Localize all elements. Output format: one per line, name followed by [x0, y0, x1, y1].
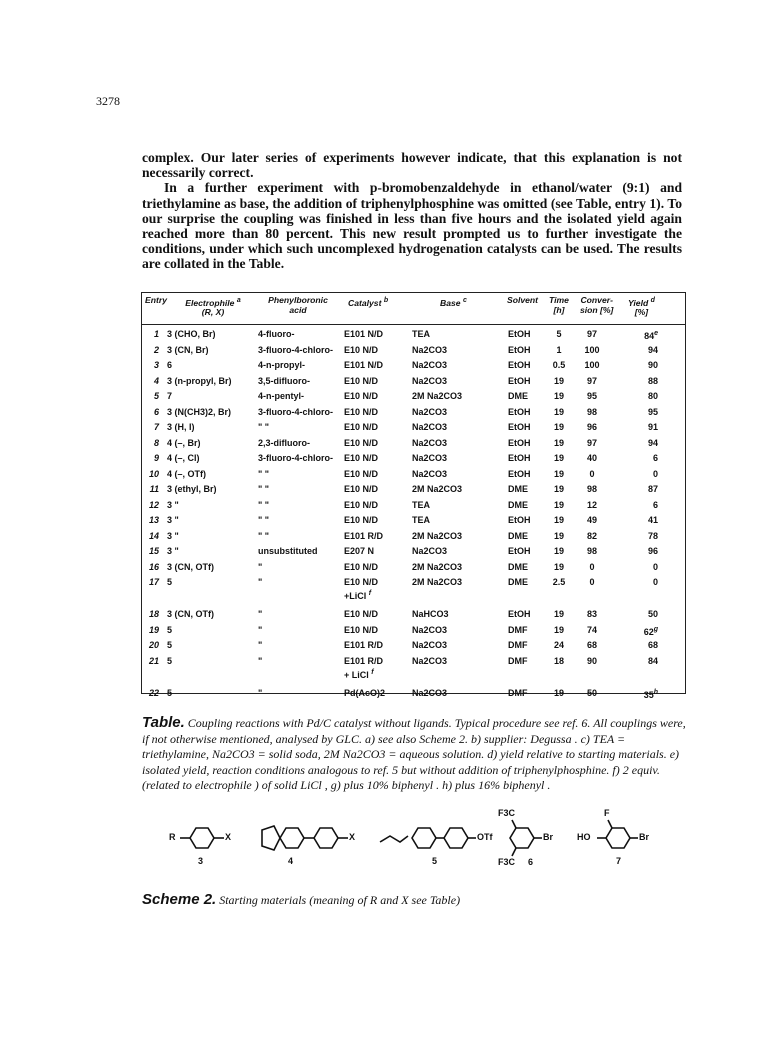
yield-footnote: h	[653, 688, 658, 696]
cell-conversion: 98	[586, 484, 597, 494]
cell-yield: 62$^g$	[643, 625, 658, 637]
cell-time: 19	[553, 375, 564, 386]
cell-solvent: DME	[508, 577, 528, 587]
table-row	[142, 437, 685, 453]
cell-time: 19	[553, 609, 564, 619]
cell-electrophile: 3 (CN, Br)	[167, 344, 209, 355]
cell-electrophile: 4 (–, Br)	[167, 437, 201, 448]
cell-entry: 6	[153, 406, 159, 417]
cell-base: TEA	[412, 329, 430, 339]
cell-conversion: 98	[586, 406, 597, 417]
cell-conversion: 40	[586, 453, 597, 463]
table-row	[142, 406, 685, 422]
table-caption	[142, 715, 687, 794]
cell-electrophile: 5	[167, 577, 173, 587]
cell-solvent: EtOH	[508, 468, 531, 479]
cell-yield: 6	[652, 499, 658, 510]
cell-solvent: EtOH	[508, 515, 531, 525]
yield-footnote: g	[653, 625, 658, 633]
header-boronic-acid: Phenylboronic acid	[268, 295, 328, 315]
cell-solvent: EtOH	[508, 329, 531, 339]
table-row	[142, 530, 685, 546]
cell-boronic: "	[258, 687, 263, 698]
cell-time: 1	[556, 344, 562, 355]
cell-base: Na2CO3	[412, 453, 448, 463]
benzene-ring-3	[190, 828, 214, 848]
table-row	[142, 499, 685, 515]
cell-catalyst: E101 R/D	[344, 640, 384, 650]
cell-entry: 8	[153, 437, 159, 448]
cell-entry: 5	[153, 391, 159, 401]
cell-base: 2M Na2CO3	[412, 577, 463, 587]
cell-catalyst: E10 N/D	[344, 499, 379, 510]
cell-entry: 12	[148, 499, 159, 510]
cell-electrophile: 3 "	[167, 530, 179, 541]
cell-conversion: 97	[586, 437, 597, 448]
cell-solvent: DME	[508, 561, 528, 572]
cell-conversion: 83	[586, 609, 597, 619]
cell-boronic: " "	[258, 422, 270, 432]
cell-conversion: 0	[589, 561, 595, 572]
cell-time: 0.5	[552, 360, 566, 370]
cell-electrophile: 3 (CHO, Br)	[167, 329, 216, 339]
cell-solvent: EtOH	[508, 609, 531, 619]
body-text	[142, 150, 682, 272]
benzene-ring-5	[444, 828, 468, 848]
cell-boronic: 3-fluoro-4-chloro-	[258, 406, 333, 417]
cell-solvent: DME	[508, 530, 528, 541]
cell-base: Na2CO3	[412, 640, 448, 650]
cell-yield: 50	[647, 609, 658, 619]
cell-entry: 15	[148, 546, 159, 556]
cell-base: TEA	[412, 515, 430, 525]
cell-boronic: " "	[258, 530, 270, 541]
cell-catalyst: E101 N/D	[344, 360, 384, 370]
compound-number-4: 4	[288, 856, 294, 866]
cell-time: 19	[553, 499, 564, 510]
cell-entry: 3	[153, 360, 159, 370]
cell-time: 19	[553, 561, 564, 572]
cell-catalyst: E10 N/D	[344, 406, 379, 417]
cell-solvent: DMF	[508, 687, 528, 698]
cell-solvent: DME	[508, 391, 528, 401]
cell-conversion: 82	[586, 530, 597, 541]
table-row	[142, 483, 685, 499]
mol7-ho-label: HO	[577, 832, 591, 842]
cell-entry: 2	[153, 344, 159, 355]
cell-conversion: 98	[586, 546, 597, 556]
yield-footnote: e	[654, 330, 658, 337]
benzene-ring-4	[314, 828, 338, 848]
cell-time: 2.5	[552, 577, 566, 587]
cell-boronic: " "	[258, 515, 270, 525]
cell-catalyst: E10 N/D	[344, 453, 379, 463]
cell-time: 19	[553, 484, 564, 494]
cell-conversion: 12	[586, 499, 597, 510]
cell-boronic: "	[258, 655, 263, 666]
cell-time: 19	[553, 437, 564, 448]
cell-entry: 4	[153, 375, 159, 386]
table-row	[142, 452, 685, 468]
cell-conversion: 100	[584, 344, 600, 355]
cell-electrophile: 3 "	[167, 515, 179, 525]
cell-catalyst: E101 R/D + LiCl $^f$	[344, 655, 384, 680]
header-solvent: Solvent	[507, 295, 539, 305]
cell-conversion: 100	[584, 360, 600, 370]
cell-base: TEA	[412, 499, 430, 510]
cell-boronic: 3,5-difluoro-	[258, 375, 310, 386]
cell-time: 19	[553, 546, 564, 556]
cell-time: 19	[553, 422, 564, 432]
mol7-f-label: F	[604, 808, 610, 818]
cell-yield: 0	[652, 468, 658, 479]
compound-number-5: 5	[432, 856, 438, 866]
cell-time: 19	[553, 687, 564, 698]
cell-boronic: 4-n-pentyl-	[258, 391, 304, 401]
mol6-bottom-cf3-label: F3C	[498, 857, 516, 867]
cell-time: 19	[553, 391, 564, 401]
cell-conversion: 50	[586, 687, 597, 698]
compound-number-6: 6	[528, 857, 534, 867]
cell-boronic: 4-n-propyl-	[258, 360, 305, 370]
cell-yield: 0	[652, 577, 658, 587]
cell-base: Na2CO3	[412, 546, 448, 556]
cell-electrophile: 6	[167, 360, 173, 370]
cell-electrophile: 5	[167, 655, 173, 666]
cell-catalyst: E10 N/D	[344, 391, 379, 401]
cell-base: 2M Na2CO3	[412, 391, 463, 401]
cell-boronic: " "	[258, 499, 270, 510]
cell-yield: 35$^h$	[643, 688, 658, 700]
cell-base: Na2CO3	[412, 375, 448, 386]
cell-electrophile: 3 (N(CH3)2, Br)	[167, 406, 232, 417]
cell-base: 2M Na2CO3	[412, 530, 463, 541]
cell-solvent: EtOH	[508, 360, 531, 370]
cell-electrophile: 5	[167, 687, 173, 698]
cell-solvent: EtOH	[508, 453, 531, 463]
table-caption-text: Coupling reactions with Pd/C catalyst without ligands. Typical procedure see ref. 6. All couplings were, if not otherwise mentioned, analysed by GLC. a) see also Scheme 2. b) supplier: Degussa . c) TEA = triethylamine, Na2CO3 = solid soda, 2M Na2CO3 = aqueous solution. d) yield relative to starting materials. e) isolated yield, reaction conditions analogous to ref. 5 but without addition of triphenylphosphine. f) 2 equiv. (related to electrophile ) of solid LiCl , g) plus 10% biphenyl . h) plus 16% biphenyl .	[142, 716, 686, 793]
cell-conversion: 68	[586, 640, 597, 650]
cell-catalyst: E10 N/D	[344, 609, 379, 619]
table-body	[142, 328, 685, 702]
header-catalyst: Catalyst $^b$	[348, 297, 389, 308]
mol4-x-label: X	[349, 832, 356, 842]
cell-time: 19	[553, 453, 564, 463]
table-row	[142, 390, 685, 406]
cell-conversion: 97	[586, 329, 597, 339]
table-row	[142, 468, 685, 484]
cell-base: Na2CO3	[412, 624, 448, 635]
cell-boronic: " "	[258, 468, 270, 479]
cell-entry: 7	[153, 422, 159, 432]
cell-solvent: DME	[508, 499, 528, 510]
cell-entry: 22	[148, 687, 159, 698]
table-row	[142, 687, 685, 703]
cell-catalyst: E10 N/D	[344, 375, 379, 386]
header-yield: Yield $^d$ [%]	[628, 297, 655, 318]
cell-solvent: DMF	[508, 655, 528, 666]
cell-boronic: "	[258, 624, 263, 635]
table-row	[142, 375, 685, 391]
cell-entry: 19	[148, 624, 159, 635]
cell-base: 2M Na2CO3	[412, 561, 463, 572]
cell-catalyst: E10 N/D	[344, 561, 379, 572]
cell-entry: 20	[148, 640, 159, 650]
header-electrophile: Electrophile $^a$ (R, X)	[185, 297, 241, 318]
cell-yield: 6	[652, 453, 658, 463]
cell-time: 19	[553, 624, 564, 635]
cell-base: Na2CO3	[412, 468, 448, 479]
cell-catalyst: E10 N/D	[344, 344, 379, 355]
results-table	[141, 292, 686, 700]
paragraph-2: In a further experiment with p-bromobenzaldehyde in ethanol/water (9:1) and triethylamine as base, the addition of triphenylphosphine was omitted (see Table, entry 1). To our surprise the coupling was finished in less than five hours and the isolated yield again reached more than 80 percent. This new result prompted us to further investigate the conditions, under which such uncomplexed hydrogenation catalysts can be used. The results are collated in the Table.	[142, 180, 682, 272]
cell-yield: 0	[652, 561, 658, 572]
cell-yield: 90	[647, 360, 658, 370]
cell-time: 19	[553, 530, 564, 541]
cell-entry: 1	[153, 329, 159, 339]
benzene-ring-7	[606, 828, 630, 848]
cell-entry: 21	[148, 655, 159, 666]
cell-conversion: 49	[586, 515, 597, 525]
cell-base: Na2CO3	[412, 344, 448, 355]
table-row	[142, 545, 685, 561]
table-row	[142, 576, 685, 602]
catalyst-additive: +LiCl $^f$	[344, 590, 372, 601]
cell-boronic: "	[258, 561, 263, 572]
table-header	[142, 293, 685, 325]
table-row	[142, 639, 685, 655]
mol5-otf-label: OTf	[477, 832, 493, 842]
cell-entry: 14	[148, 530, 159, 541]
cell-electrophile: 7	[167, 391, 173, 401]
cell-conversion: 0	[589, 468, 595, 479]
cell-boronic: " "	[258, 484, 270, 494]
propyl-chain-5	[380, 836, 408, 842]
cell-base: Na2CO3	[412, 687, 448, 698]
cell-entry: 18	[148, 609, 159, 619]
cell-yield: 78	[647, 530, 658, 541]
cell-base: NaHCO3	[412, 609, 449, 619]
cell-entry: 11	[149, 484, 159, 494]
cell-solvent: DMF	[508, 624, 528, 635]
table-row	[142, 514, 685, 530]
cell-boronic: 3-fluoro-4-chloro-	[258, 344, 333, 355]
table-row	[142, 608, 685, 624]
scheme-caption	[142, 891, 460, 908]
cell-yield: 96	[647, 546, 658, 556]
cell-yield: 88	[647, 375, 658, 386]
cell-boronic: 2,3-difluoro-	[258, 437, 310, 448]
cell-solvent: EtOH	[508, 344, 531, 355]
cell-catalyst: E207 N	[344, 546, 375, 556]
cell-conversion: 97	[586, 375, 597, 386]
cell-boronic: 4-fluoro-	[258, 329, 295, 339]
cell-electrophile: 3 "	[167, 546, 179, 556]
cell-electrophile: 3 (CN, OTf)	[167, 609, 214, 619]
cell-solvent: EtOH	[508, 437, 531, 448]
cell-yield: 84e	[644, 330, 658, 341]
mol3-r-label: R	[169, 832, 176, 842]
cell-base: Na2CO3	[412, 422, 448, 432]
cell-yield: 91	[647, 422, 658, 432]
mol7-br-label: Br	[639, 832, 650, 842]
cell-time: 5	[556, 329, 562, 339]
cell-entry: 9	[153, 453, 159, 463]
cell-conversion: 74	[586, 624, 597, 635]
benzene-ring-6	[510, 828, 534, 848]
cell-entry: 16	[148, 561, 159, 572]
table-row	[142, 421, 685, 437]
cell-base: Na2CO3	[412, 437, 448, 448]
cell-base: 2M Na2CO3	[412, 484, 463, 494]
table-caption-label: Table.	[142, 714, 185, 731]
catalyst-additive: + LiCl $^f$	[344, 668, 374, 680]
cell-yield: 94	[647, 437, 658, 448]
header-time: Time [h]	[549, 295, 569, 315]
cell-catalyst: Pd(AcO)2	[344, 687, 386, 698]
cell-solvent: EtOH	[508, 546, 531, 556]
cell-catalyst: E10 N/D	[344, 468, 379, 479]
cell-electrophile: 3 (H, I)	[167, 422, 195, 432]
cell-time: 24	[553, 640, 564, 650]
scheme-caption-label: Scheme 2.	[142, 891, 217, 908]
header-conversion: Conver- sion [%]	[580, 295, 614, 315]
compound-number-3: 3	[198, 856, 204, 866]
cell-solvent: DMF	[508, 640, 528, 650]
cell-solvent: DME	[508, 484, 528, 494]
cell-catalyst: E10 N/D +LiCl $^f$	[344, 577, 379, 601]
cell-entry: 17	[148, 577, 159, 587]
table-row	[142, 328, 685, 344]
cell-electrophile: 3 "	[167, 499, 179, 510]
cell-catalyst: E101 R/D	[344, 530, 384, 541]
table-row	[142, 561, 685, 577]
cell-time: 18	[553, 655, 564, 666]
cell-base: Na2CO3	[412, 360, 448, 370]
compound-number-7: 7	[616, 856, 622, 866]
cell-catalyst: E10 N/D	[344, 437, 379, 448]
cell-yield: 84	[647, 655, 658, 666]
cell-boronic: unsubstituted	[258, 546, 318, 556]
header-base: Base $^c$	[440, 297, 467, 308]
cell-yield: 87	[647, 484, 658, 494]
cell-conversion: 95	[586, 391, 597, 401]
cell-time: 19	[553, 468, 564, 479]
cell-boronic: 3-fluoro-4-chloro-	[258, 453, 333, 463]
cell-catalyst: E101 N/D	[344, 329, 384, 339]
cell-time: 19	[553, 406, 564, 417]
cell-catalyst: E10 N/D	[344, 484, 379, 494]
cell-conversion: 0	[589, 577, 595, 587]
cell-yield: 95	[647, 406, 658, 417]
cell-boronic: "	[258, 609, 263, 619]
cell-solvent: EtOH	[508, 406, 531, 417]
dioxolane-ring-4	[262, 826, 280, 850]
cyclohexane-ring-4	[280, 828, 304, 848]
cell-base: Na2CO3	[412, 406, 448, 417]
cell-electrophile: 3 (CN, OTf)	[167, 561, 214, 572]
cell-yield: 94	[647, 344, 658, 355]
cell-solvent: EtOH	[508, 422, 531, 432]
cell-catalyst: E10 N/D	[344, 515, 379, 525]
header-entry: Entry	[145, 295, 167, 305]
cell-yield: 41	[647, 515, 658, 525]
cell-base: Na2CO3	[412, 655, 448, 666]
scheme-caption-text: Starting materials (meaning of R and X see Table)	[219, 893, 461, 907]
cell-yield: 68	[647, 640, 658, 650]
mol3-x-label: X	[225, 832, 232, 842]
cell-conversion: 96	[586, 422, 597, 432]
cell-electrophile: 3 (n-propyl, Br)	[167, 375, 232, 386]
table-row	[142, 344, 685, 360]
cell-conversion: 90	[586, 655, 597, 666]
cell-solvent: EtOH	[508, 375, 531, 386]
cell-entry: 13	[148, 515, 159, 525]
table-row	[142, 624, 685, 640]
cell-electrophile: 4 (–, OTf)	[167, 468, 207, 479]
scheme-structures	[150, 800, 670, 880]
cell-electrophile: 5	[167, 624, 173, 635]
cell-boronic: "	[258, 577, 263, 587]
cell-catalyst: E10 N/D	[344, 624, 379, 635]
table-row	[142, 655, 685, 681]
cell-entry: 10	[148, 468, 159, 479]
cell-electrophile: 5	[167, 640, 173, 650]
cell-time: 19	[553, 515, 564, 525]
table-row	[142, 359, 685, 375]
cell-electrophile: 3 (ethyl, Br)	[167, 484, 217, 494]
mol6-br-label: Br	[543, 832, 554, 842]
paragraph-1: complex. Our later series of experiments however indicate, that this explanation is not necessarily correct.	[142, 150, 682, 181]
page-number: 3278	[96, 94, 120, 108]
cell-boronic: "	[258, 640, 263, 650]
cyclohexane-ring-5	[412, 828, 436, 848]
cell-electrophile: 4 (–, Cl)	[167, 453, 200, 463]
mol6-top-cf3-label: F3C	[498, 808, 516, 818]
cell-catalyst: E10 N/D	[344, 422, 379, 432]
cell-yield: 80	[647, 391, 658, 401]
